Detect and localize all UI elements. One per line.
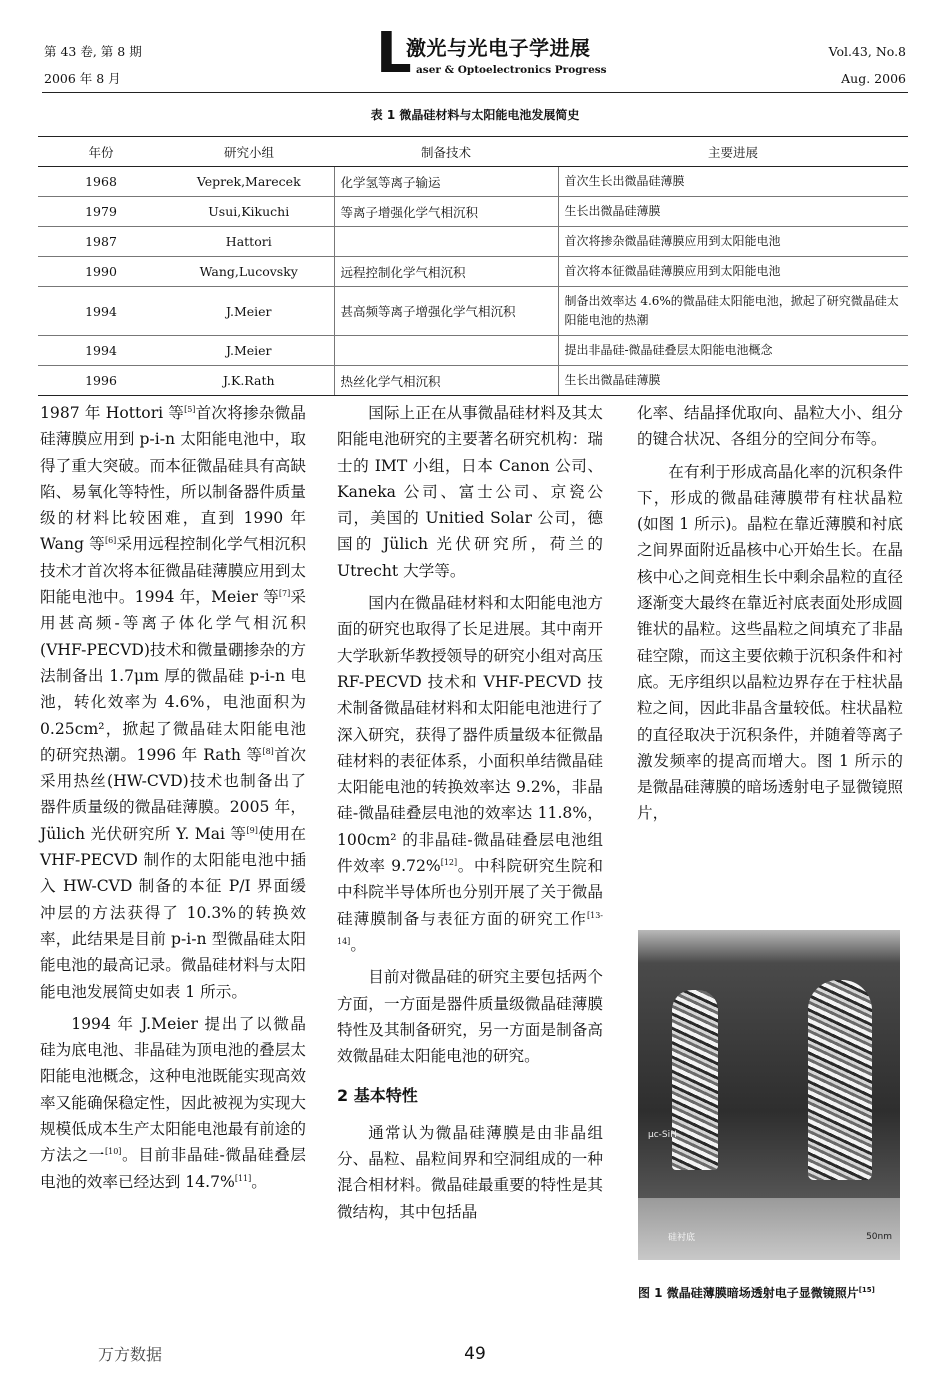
- cell-technique: 等离子增强化学气相沉积: [334, 197, 558, 227]
- caption-text: 图 1 微晶硅薄膜暗场透射电子显微镜照片: [638, 1286, 859, 1300]
- cell-year: 1994: [38, 287, 164, 336]
- text-run: 采用甚高频-等离子体化学气相沉积 (VHF-PECVD)技术和微量硼掺杂的方法制备出 1.7μm 厚的微晶硅 p-i-n 电池，转化效率为 4.6%，电池面积为 0.25cm²，掀起了微晶硅太阳能电池的研究热潮。1996 年 Rath 等: [40, 588, 306, 764]
- paragraph: [40, 1011, 306, 1195]
- logo-letter: L: [376, 21, 412, 86]
- cell-technique: [334, 227, 558, 257]
- cell-group: Hattori: [164, 227, 334, 257]
- cell-year: 1979: [38, 197, 164, 227]
- cell-year: 1987: [38, 227, 164, 257]
- scale-bar-label: 50nm: [866, 1232, 892, 1242]
- cell-progress: 首次生长出微晶硅薄膜: [558, 167, 908, 197]
- paragraph: [40, 400, 306, 1005]
- cell-technique: 热丝化学气相沉积: [334, 366, 558, 396]
- text-run: 首次采用热丝(HW-CVD)技术也制备出了器件质量级的微晶硅薄膜。2005 年，Jülich 光伏研究所 Y. Mai 等: [40, 745, 306, 843]
- text-run: 国内在微晶硅材料和太阳能电池方面的研究也取得了长足进展。其中南开大学耿新华教授领导的研究小组对高压 RF-PECVD 技术和 VHF-PECVD 技术制备微晶硅材料和太阳能电池进行了深入研究，获得了器件质量级本征微晶硅材料的表征体系，小面积单结微晶硅太阳能电池的转换效率达 9.2%，非晶硅-微晶硅叠层电池的效率达 11.8%，100cm² 的非晶硅-微晶硅叠层电池组件效率 9.72%: [337, 594, 603, 876]
- table-row: [38, 366, 908, 396]
- page-number: 49: [464, 1344, 486, 1364]
- volume-issue: 第 43 卷, 第 8 期: [44, 44, 142, 59]
- header-right: [829, 38, 906, 92]
- issue-date-en: Aug. 2006: [841, 71, 906, 86]
- text-run: 1994 年 J.Meier 提出了以微晶硅为底电池、非晶硅为顶电池的叠层太阳能电池概念，这种电池既能实现高效率又能确保稳定性，因此被视为实现大规模低成本生产太阳能电池最有前途的方法之一: [40, 1014, 306, 1165]
- paragraph: 在有利于形成高晶化率的沉积条件下，形成的微晶硅薄膜带有柱状晶粒(如图 1 所示)。晶粒在靠近薄膜和衬底之间界面附近晶核中心开始生长。在晶核中心之间竞相生长中剩余晶粒的直径逐渐变大最终在靠近衬底表面处形成圆锥状的晶粒。这些晶粒之间填充了非晶硅空隙，而这主要依赖于沉积条件和衬底。无序组织以晶粒边界存在于柱状晶粒之间，因此非晶含量较低。柱状晶粒的直径取决于沉积条件，并随着等离子激发频率的提高而增大。图 1 所示的是微晶硅薄膜的暗场透射电子显微镜照片，: [637, 462, 903, 823]
- text-column-1: [40, 400, 306, 1195]
- cell-group: Veprek,Marecek: [164, 167, 334, 197]
- film-label: μc-SiH: [648, 1130, 677, 1140]
- table-row: [38, 227, 908, 257]
- text-column-2: [337, 400, 603, 1225]
- section-heading: 2 基本特性: [337, 1086, 418, 1106]
- header-rule: [42, 92, 908, 93]
- tem-micrograph: [638, 930, 900, 1260]
- issue-date: 2006 年 8 月: [44, 71, 121, 86]
- paragraph: 国际上正在从事微晶硅材料及其太阳能电池研究的主要著名研究机构：瑞士的 IMT 小组，日本 Canon 公司、Kaneka 公司、富士公司、京瓷公司，美国的 Unitied Solar 公司，德国的 Jülich 光伏研究所，荷兰的 Utrecht 大学等。: [337, 404, 603, 580]
- citation: [9]: [246, 825, 258, 835]
- header-progress: 主要进展: [558, 137, 908, 167]
- text-run: 。中科院研究生院和中科院半导体所也分别开展了关于微晶硅薄膜制备与表征方面的研究工作: [337, 857, 603, 928]
- cell-technique: [334, 336, 558, 366]
- cell-group: Usui,Kikuchi: [164, 197, 334, 227]
- cell-group: J.Meier: [164, 287, 334, 336]
- header-technique: 制备技术: [334, 137, 558, 167]
- journal-title-en: aser & Optoelectronics Progress: [416, 64, 607, 76]
- table-header-row: [38, 137, 908, 167]
- text-column-3: [637, 400, 903, 827]
- substrate-region: [638, 1198, 900, 1260]
- cell-year: 1968: [38, 167, 164, 197]
- citation: [8]: [262, 746, 274, 756]
- cell-progress: 制备出效率达 4.6%的微晶硅太阳能电池，掀起了研究微晶硅太阳能电池的热潮: [558, 287, 908, 336]
- header-group: 研究小组: [164, 137, 334, 167]
- columnar-grain: [672, 990, 718, 1170]
- citation: [6]: [104, 536, 117, 546]
- text-run: 使用在 VHF-PECVD 制作的太阳能电池中插入 HW-CVD 制备的本征 P/I 界面缓冲层的方法获得了 10.3%的转换效率，此结果是目前 p-i-n 型微晶硅太阳能电池的最高记录。微晶硅材料与太阳能电池发展简史如表 1 所示。: [40, 824, 306, 1001]
- citation: [15]: [858, 1286, 875, 1294]
- figure-caption: [638, 1280, 900, 1304]
- cell-progress: 生长出微晶硅薄膜: [558, 197, 908, 227]
- watermark-text: 万方数据: [98, 1345, 163, 1364]
- citation: [5]: [184, 404, 196, 414]
- cell-year: 1994: [38, 336, 164, 366]
- citation: [13-14]: [337, 910, 603, 946]
- text-run: 。: [251, 1172, 267, 1191]
- cell-group: J.K.Rath: [164, 366, 334, 396]
- cell-group: J.Meier: [164, 336, 334, 366]
- cell-progress: 首次将掺杂微晶硅薄膜应用到太阳能电池: [558, 227, 908, 257]
- table-row: [38, 197, 908, 227]
- cell-progress: 生长出微晶硅薄膜: [558, 366, 908, 396]
- table-row: [38, 336, 908, 366]
- citation: [11]: [234, 1173, 252, 1183]
- cell-year: 1990: [38, 257, 164, 287]
- paragraph: 目前对微晶硅的研究主要包括两个方面，一方面是器件质量级微晶硅薄膜特性及其制备研究，另一方面是制备高效微晶硅太阳能电池的研究。: [337, 968, 603, 1066]
- table-row: [38, 167, 908, 197]
- cell-progress: 提出非晶硅-微晶硅叠层太阳能电池概念: [558, 336, 908, 366]
- paragraph: 通常认为微晶硅薄膜是由非晶组分、晶粒、晶粒间界和空洞组成的一种混合相材料。微晶硅最重要的特性是其微结构，其中包括晶: [337, 1123, 603, 1221]
- citation: [12]: [440, 857, 458, 867]
- text-run: 。: [350, 935, 366, 954]
- paragraph: [337, 590, 603, 958]
- text-run: 首次将掺杂微晶硅薄膜应用到 p-i-n 太阳能电池中，取得了重大突破。而本征微晶硅具有高缺陷、易氧化等特性，所以制备器件质量级的材料比较困难，直到 1990 年 Wang 等: [40, 404, 306, 554]
- header-year: 年份: [38, 137, 164, 167]
- cell-year: 1996: [38, 366, 164, 396]
- cell-technique: 化学氢等离子输运: [334, 167, 558, 197]
- text-run: 1987 年 Hottori 等: [40, 404, 185, 422]
- paragraph: 化率、结晶择优取向、晶粒大小、组分的键合状况、各组分的空间分布等。: [637, 404, 903, 449]
- substrate-label: 硅衬底: [668, 1233, 696, 1243]
- table-title: 表 1 微晶硅材料与太阳能电池发展简史: [370, 108, 580, 122]
- columnar-grain: [808, 980, 872, 1180]
- journal-logo: [376, 21, 607, 86]
- citation: [7]: [278, 588, 291, 598]
- header-left: [44, 38, 142, 92]
- history-table: [38, 136, 908, 396]
- citation: [10]: [104, 1147, 122, 1157]
- cell-technique: 远程控制化学气相沉积: [334, 257, 558, 287]
- cell-technique: 甚高频等离子增强化学气相沉积: [334, 287, 558, 336]
- journal-title-cn: 激光与光电子学进展: [406, 36, 591, 60]
- table-row: [38, 257, 908, 287]
- cell-group: Wang,Lucovsky: [164, 257, 334, 287]
- text-run: 采用远程控制化学气相沉积技术才首次将本征微晶硅薄膜应用到太阳能电池中。1994 年，Meier 等: [40, 535, 306, 607]
- cell-progress: 首次将本征微晶硅薄膜应用到太阳能电池: [558, 257, 908, 287]
- volume-issue-en: Vol.43, No.8: [828, 44, 906, 59]
- text-run: 。目前非晶硅-微晶硅叠层电池的效率已经达到 14.7%: [40, 1146, 306, 1191]
- table-row: [38, 287, 908, 336]
